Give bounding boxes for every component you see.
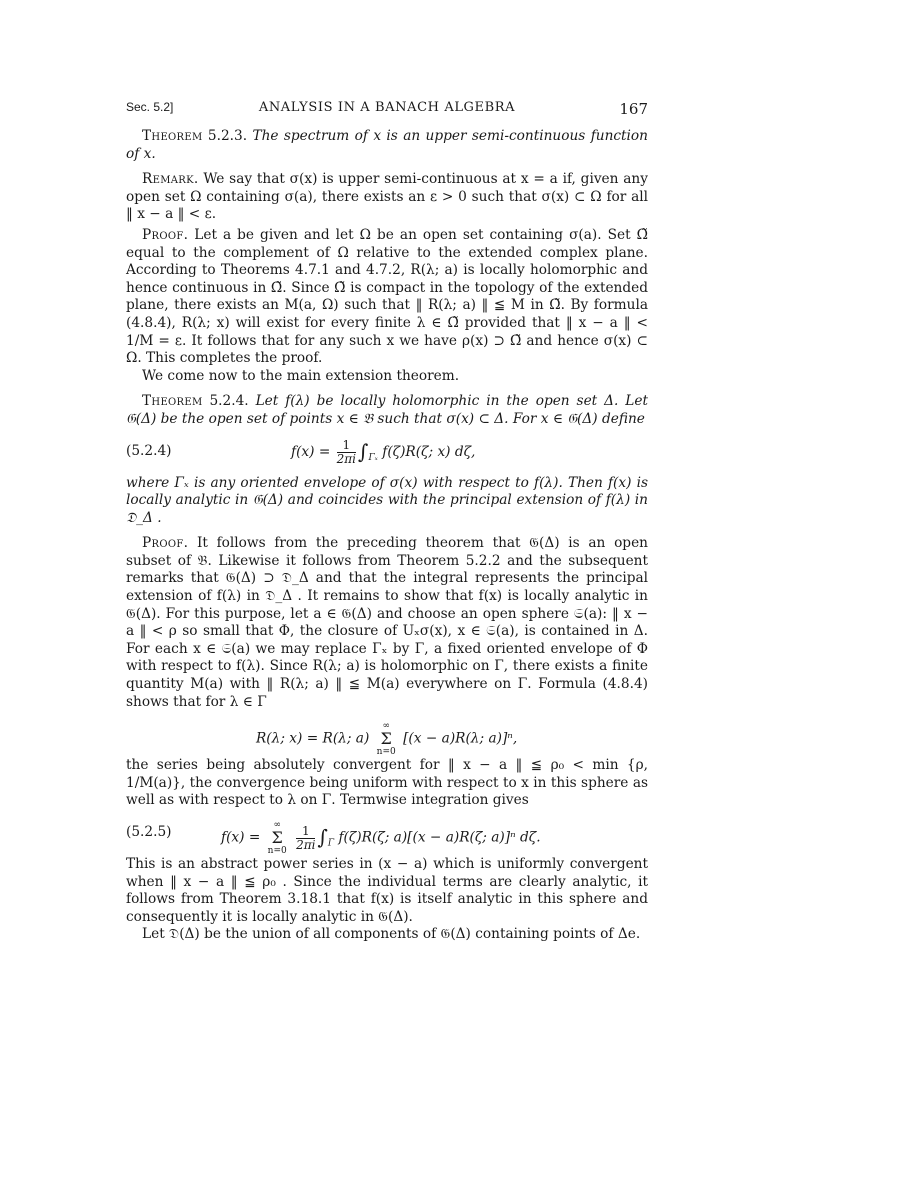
- transition-paragraph: We come now to the main extension theorem.: [142, 367, 460, 384]
- summation: [377, 721, 396, 757]
- equation-number: (5.2.5): [126, 824, 172, 840]
- sum-lower-limit: n=0: [376, 747, 396, 758]
- series-paragraph: the series being absolutely convergent for ‖ x − a ‖ ≦ ρ₀ < min {ρ, 1/M(a)}, the convergence being uniform with respect to x in this sphere as well as with respect to λ on Γ. Termwise integration gives: [126, 757, 648, 809]
- series-formula: [256, 721, 517, 757]
- equation-number: (5.2.4): [126, 442, 172, 459]
- page-body: [126, 128, 648, 944]
- proof-text: It follows from the preceding theorem that 𝔊(Δ) is an open subset of 𝔅. Likewise it follows from Theorem 5.2.2 and the subsequent remarks that 𝔊(Δ) ⊃ 𝔇_Δ and that the integral represents the principal extension of f(λ) in 𝔇_Δ . It remains to show that f(x) is locally analytic in 𝔊(Δ). For this purpose, let a ∈ 𝔊(Δ) and choose an open sphere 𝔖(a): ‖ x − a ‖ < ρ so small that Φ, the closure of Uₓσ(x), x ∈ 𝔖(a), is contained in Δ. For each x ∈ 𝔖(a) we may replace Γₓ by Γ, a fixed oriented envelope of Φ with respect to f(λ). Since R(λ; a) is holomorphic on Γ, there exists a finite quantity M(a) with ‖ R(λ; a) ‖ ≦ M(a) everywhere on Γ. Formula (4.8.4) shows that for λ ∈ Γ: [126, 535, 648, 710]
- equation-5-2-5: [126, 810, 648, 856]
- equation-lhs: f(x) =: [291, 443, 331, 460]
- equation-formula: [291, 439, 475, 468]
- sum-upper-limit: ∞: [382, 721, 390, 732]
- fraction-numerator: 1: [296, 825, 315, 839]
- theorem-statement: Let f(λ) be locally holomorphic in the open set Δ. Let 𝔊(Δ) be the open set of points x ∈ 𝔅 such that σ(x) ⊂ Δ. For x ∈ 𝔊(Δ) define: [126, 393, 648, 427]
- sum-sign: Σ: [380, 729, 392, 749]
- equation-formula: [221, 820, 541, 856]
- remark-label: Remark.: [142, 171, 199, 188]
- integral-sign: ∫: [358, 439, 369, 464]
- proof-paragraph-2: [126, 535, 648, 711]
- sum-upper-limit: ∞: [273, 820, 281, 830]
- integral-contour: Γ: [327, 838, 335, 849]
- series-equation: [126, 711, 648, 757]
- fraction-denominator: 2πi: [296, 837, 316, 852]
- sum-lower-limit: n=0: [267, 846, 287, 856]
- series-rhs: [(x − a)R(λ; a)]ⁿ,: [403, 730, 518, 747]
- integral-sign: ∫: [317, 825, 328, 850]
- remark-text: We say that σ(x) is upper semi-continuous at x = a if, given any open set Ω containing σ(a), there exists an ε > 0 such that σ(x) ⊂ Ω for all ‖ x − a ‖ < ε.: [126, 171, 648, 223]
- theorem-5-2-4: [126, 393, 648, 428]
- fraction: [337, 439, 356, 466]
- theorem-statement: The spectrum of x is an upper semi-continuous function of x.: [126, 128, 648, 162]
- integrand: f(ζ)R(ζ; x) dζ,: [382, 443, 476, 460]
- theorem-label: Theorem: [142, 393, 203, 410]
- sum-sign: Σ: [271, 828, 283, 847]
- theorem-5-2-4-continuation: where Γₓ is any oriented envelope of σ(x) with respect to f(λ). Then f(x) is locally analytic in 𝔊(Δ) and coincides with the principal extension of f(λ) in 𝔇_Δ .: [126, 474, 648, 526]
- fraction-denominator: 2πi: [336, 451, 357, 466]
- proof-label: Proof.: [142, 226, 189, 243]
- integral-contour: Γₓ: [368, 452, 378, 463]
- equation-5-2-4: [126, 429, 648, 475]
- proof-text: Let a be given and let Ω be an open set containing σ(a). Set Ω̃ equal to the complement of Ω relative to the extended complex plane. According to Theorems 4.7.1 and 4.7.2, R(λ; a) is locally holomorphic and hence continuous in Ω̃. Since Ω̃ is compact in the topology of the extended plane, there exists an M(a, Ω) such that ‖ R(λ; a) ‖ ≦ M in Ω̃. By formula (4.8.4), R(λ; x) will exist for every finite λ ∈ Ω̃ provided that ‖ x − a ‖ < 1/M = ε. It follows that for any such x we have ρ(x) ⊃ Ω̃ and hence σ(x) ⊂ Ω. This completes the proof.: [126, 226, 648, 367]
- remark-paragraph: [126, 171, 648, 224]
- power-series-paragraph: This is an abstract power series in (x − a) which is uniformly convergent when ‖ x − a ‖ ≦ ρ₀ . Since the individual terms are clearly analytic, it follows from Theorem 3.18.1 that f(x) is itself analytic in this sphere and consequently it is locally analytic in 𝔊(Δ).: [126, 856, 648, 925]
- fraction-numerator: 1: [337, 439, 356, 453]
- theorem-number: 5.2.3.: [207, 128, 248, 144]
- theorem-number: 5.2.4.: [209, 393, 249, 410]
- section-label: Sec. 5.2]: [126, 100, 174, 114]
- running-header: [126, 100, 648, 120]
- equation-lhs: f(x) =: [221, 829, 261, 846]
- theorem-label: Theorem: [142, 128, 203, 144]
- series-lhs: R(λ; x) = R(λ; a): [256, 730, 370, 747]
- running-title: ANALYSIS IN A BANACH ALGEBRA: [258, 100, 516, 115]
- last-paragraph: Let 𝔇(Δ) be the union of all components of 𝔊(Δ) containing points of Δe.: [142, 926, 641, 943]
- proof-paragraph-1: [126, 227, 648, 368]
- summation: [268, 820, 287, 856]
- fraction: [296, 825, 315, 852]
- theorem-5-2-3: [126, 128, 648, 163]
- integrand: f(ζ)R(ζ; a)[(x − a)R(ζ; a)]ⁿ dζ.: [338, 829, 541, 846]
- page-number: 167: [619, 100, 648, 118]
- proof-label: Proof.: [142, 535, 189, 552]
